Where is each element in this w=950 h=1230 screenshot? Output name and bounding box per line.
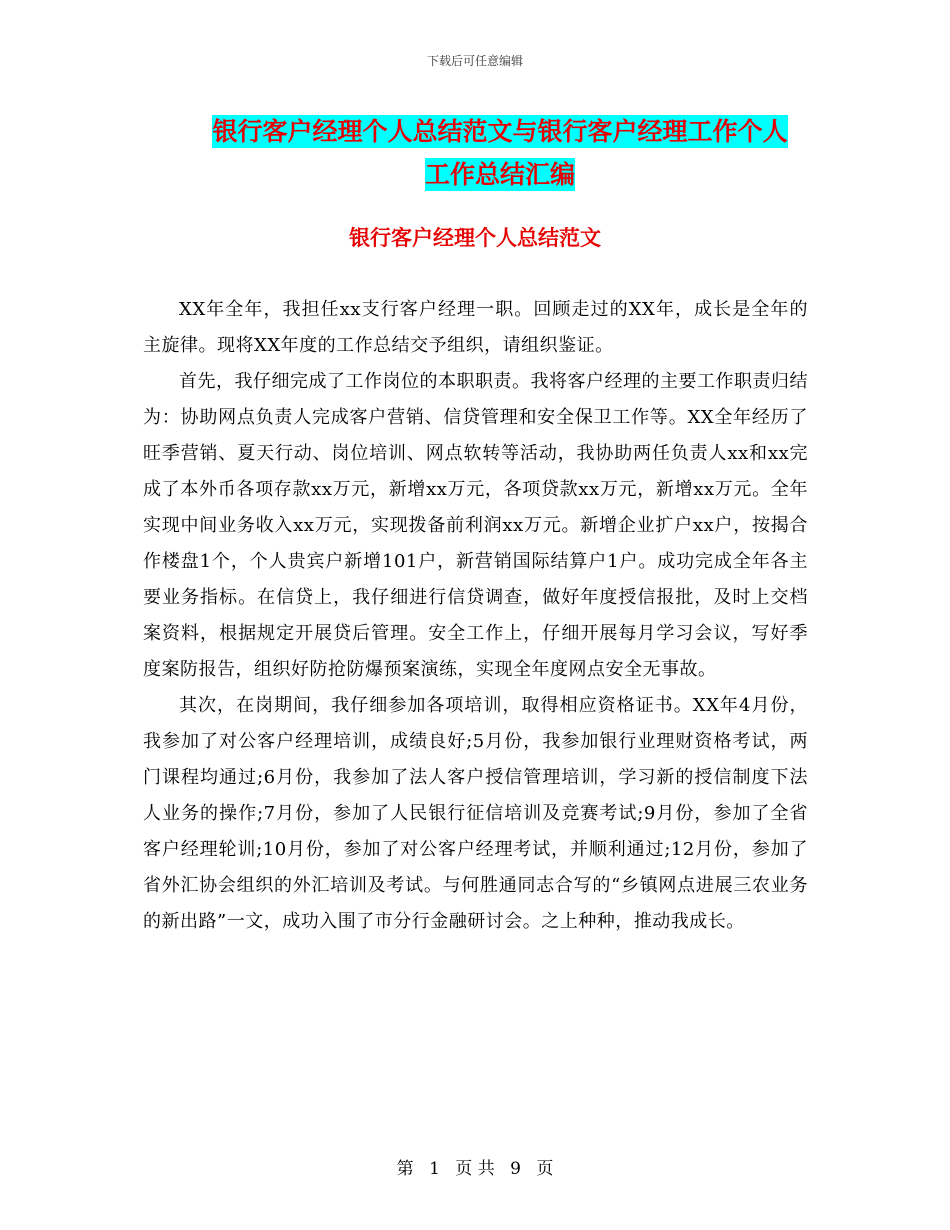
paragraph: 首先，我仔细完成了工作岗位的本职职责。我将客户经理的主要工作职责归结为：协助网点负责人完成客户营销、信贷管理和安全保卫工作等。XX全年经历了旺季营销、夏天行动、岗位培训、网点软转等活动，我协助两任负责人xx和xx完成了本外币各项存款xx万元，新增xx万元，各项贷款xx万元，新增xx万元。全年实现中间业务收入xx万元，实现拨备前利润xx万元。新增企业扩户xx户，按揭合作楼盘1个，个人贵宾户新增101户，新营销国际结算户1户。成功完成全年各主要业务指标。在信贷上，我仔细进行信贷调查，做好年度授信报批，及时上交档案资料，根据规定开展贷后管理。安全工作上，仔细开展每月学习会议，写好季度案防报告，组织好防抢防爆预案演练，实现全年度网点安全无事故。 <box>143 371 808 680</box>
page-header-note: 下载后可任意编辑 <box>426 54 523 68</box>
footer-page-number: 1 <box>429 1159 440 1179</box>
document-title <box>150 110 850 196</box>
footer-prefix: 第 <box>396 1159 414 1179</box>
document-title-line1: 银行客户经理个人总结范文与银行客户经理工作个人 <box>212 117 788 146</box>
paragraph: 其次，在岗期间，我仔细参加各项培训，取得相应资格证书。XX年4月份，我参加了对公客户经理培训，成绩良好;5月份，我参加银行业理财资格考试，两门课程均通过;6月份，我参加了法人客户授信管理培训，学习新的授信制度下法人业务的操作;7月份，参加了人民银行征信培训及竞赛考试;9月份，参加了全省客户经理轮训;10月份，参加了对公客户经理考试，并顺利通过;12月份，参加了省外汇协会组织的外汇培训及考试。与何胜通同志合写的“乡镇网点进展三农业务的新出路”一文，成功入围了市分行金融研讨会。之上种种，推动我成长。 <box>143 695 808 932</box>
footer-middle: 页 共 <box>455 1159 495 1179</box>
document-title-line2: 工作总结汇编 <box>424 160 575 189</box>
paragraph: XX年全年，我担任xx支行客户经理一职。回顾走过的XX年，成长是全年的主旋律。现将XX年度的工作总结交予组织，请组织鉴证。 <box>143 299 808 356</box>
section-title: 银行客户经理个人总结范文 <box>349 225 601 250</box>
document-body <box>143 292 808 940</box>
footer-suffix: 页 <box>536 1159 554 1179</box>
footer-total-pages: 9 <box>510 1159 521 1179</box>
page-footer <box>0 1154 950 1179</box>
